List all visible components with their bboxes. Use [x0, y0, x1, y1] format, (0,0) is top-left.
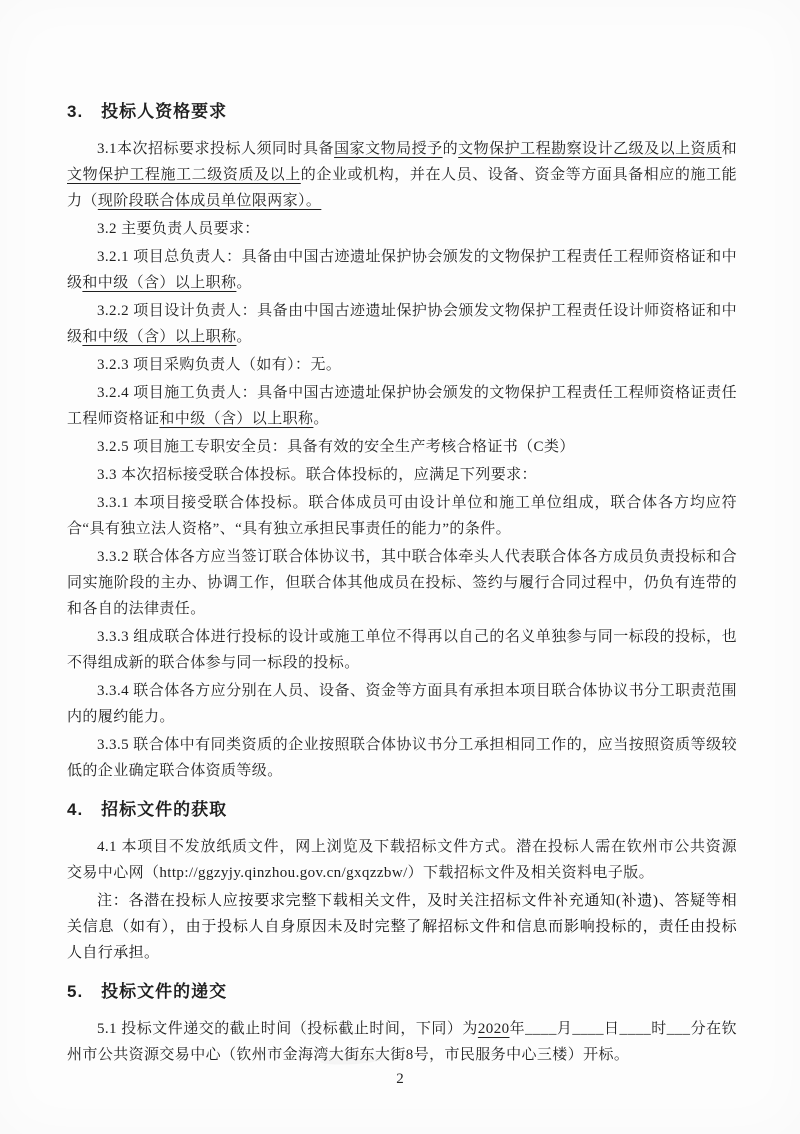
text-run: 3.3.2 联合体各方应当签订联合体协议书，其中联合体牵头人代表联合体各方成员负责投标和合同实施阶段的主办、协调工作，但联合体其他成员在投标、签约与履行合同过程中，仍负有连带的和各自的法律责任。	[67, 549, 737, 617]
text-run: 3.1本次招标要求投标人须同时具备	[97, 141, 335, 157]
heading-section-4	[67, 797, 737, 823]
text-run: 3. 投标人资格要求	[67, 102, 228, 121]
text-run: 3.2.2 项目设计负责人：具备由中国古迹遗址保护协会颁发文物保护工程责任设计师资格证和中级	[67, 303, 737, 345]
para-3-3-4	[67, 678, 737, 730]
para-3-3-1	[67, 490, 737, 542]
document-body	[67, 86, 737, 1070]
para-3-2-1	[67, 244, 737, 296]
para-3-2-5	[67, 434, 737, 460]
text-run: 3.2 主要负责人员要求：	[97, 221, 260, 237]
text-run: 3.3 本次招标接受联合体投标。联合体投标的，应满足下列要求：	[97, 467, 537, 483]
text-run: 3.2.5 项目施工专职安全员：具备有效的安全生产考核合格证书（C类）	[97, 439, 575, 455]
text-run: 4.1 本项目不发放纸质文件，网上浏览及下载招标文件方式。潜在投标人需在钦州市公共资源交易中心网（http://ggzyjy.qinzhou.gov.cn/gxqzzbw/）下载招标文件及相关资料电子版。	[67, 839, 737, 881]
text-run: 3.2.3 项目采购负责人（如有）：无。	[97, 357, 342, 373]
heading-section-5	[67, 979, 737, 1005]
text-run: 现阶段联合体成员单位限两家）。	[97, 193, 322, 209]
para-4-1	[67, 834, 737, 886]
text-run: 和中级（含）以上职称	[82, 275, 237, 291]
text-run: 3.2.1 项目总负责人：具备由中国古迹遗址保护协会颁发的文物保护工程责任工程师资格证和中级	[67, 249, 737, 291]
para-3-3	[67, 462, 737, 488]
text-run: 3.3.1 本项目接受联合体投标。联合体成员可由设计单位和施工单位组成，联合体各方均应符合“具有独立法人资格”、“具有独立承担民事责任的能力”的条件。	[67, 495, 737, 537]
text-run: 和中级（含）以上职称	[82, 329, 237, 345]
text-run: 的	[442, 141, 459, 157]
para-3-3-3	[67, 624, 737, 676]
text-run: 3.3.5 联合体中有同类资质的企业按照联合体协议书分工承担相同工作的，应当按照资质等级较低的企业确定联合体资质等级。	[67, 737, 737, 779]
para-3-2-3	[67, 352, 737, 378]
para-3-2-4	[67, 380, 737, 432]
text-run: 。	[236, 329, 252, 345]
text-run: 3.2.4 项目施工负责人：具备中国古迹遗址保护协会颁发的文物保护工程责任工程师资格证责任工程师资格证	[67, 385, 737, 427]
text-run: 。	[313, 411, 329, 427]
page-number: 2	[396, 1071, 404, 1087]
text-run: 文物保护工程施工二级资质及以上	[67, 167, 301, 183]
para-3-2	[67, 216, 737, 242]
text-run: 4. 招标文件的获取	[67, 800, 228, 819]
text-run: 的企业或机构，并在人员、设备、资金等方面具备相应的施工能力（	[67, 167, 737, 209]
text-run: 文物保护工程勘察设计乙级及以上资质	[458, 141, 722, 157]
para-3-1	[67, 136, 737, 214]
text-run: 5.1 投标文件递交的截止时间（投标截止时间，下同）为	[97, 1021, 478, 1037]
para-3-3-5	[67, 732, 737, 784]
para-3-3-2	[67, 544, 737, 622]
text-run: 。	[236, 275, 252, 291]
text-run: 3.3.3 组成联合体进行投标的设计或施工单位不得再以自己的名义单独参与同一标段的投标，也不得组成新的联合体参与同一标段的投标。	[67, 629, 737, 671]
para-5-1	[67, 1016, 737, 1068]
para-4-note	[67, 888, 737, 966]
para-3-2-2	[67, 298, 737, 350]
text-run: 3.3.4 联合体各方应分别在人员、设备、资金等方面具有承担本项目联合体协议书分工职责范围内的履约能力。	[67, 683, 737, 725]
text-run: 国家文物局授予	[334, 141, 443, 157]
text-run: 注：各潜在投标人应按要求完整下载相关文件，及时关注招标文件补充通知(补遗)、答疑等相关信息（如有），由于投标人自身原因未及时完整了解招标文件和信息而影响投标的，责任由投标人自行承担。	[67, 893, 737, 961]
text-run: 5. 投标文件的递交	[67, 982, 228, 1001]
text-run: 和	[721, 141, 738, 157]
heading-section-3	[67, 99, 737, 125]
text-run: 和中级（含）以上职称	[159, 411, 314, 427]
text-run: 2020	[477, 1021, 510, 1037]
text-run: 年____月____日____时___分在钦州市公共资源交易中心（钦州市金海湾大街东大街8号，市民服务中心三楼）开标。	[67, 1021, 737, 1063]
